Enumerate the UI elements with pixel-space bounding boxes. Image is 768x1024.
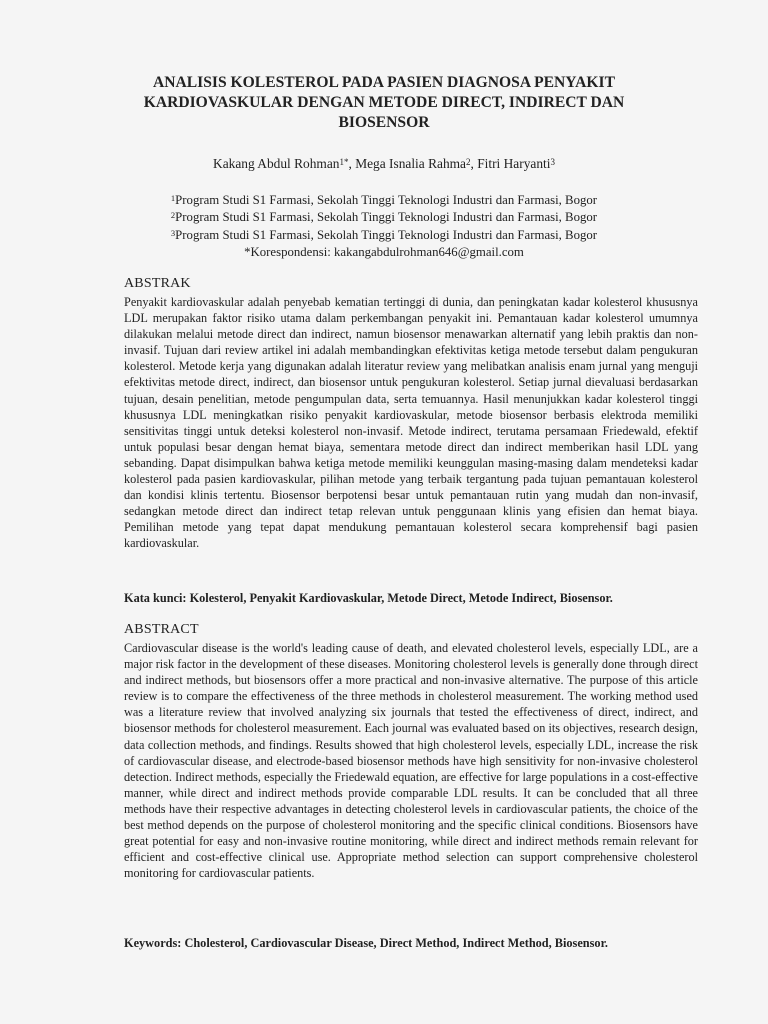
kata-kunci: Kata kunci: Kolesterol, Penyakit Kardiovaskular, Metode Direct, Metode Indirect, Biosensor. <box>124 591 613 605</box>
abstract-heading: ABSTRACT <box>124 622 199 637</box>
author-name: Mega Isnalia Rahma <box>355 156 466 171</box>
affiliation-mark: 3 <box>170 227 176 238</box>
affiliation-mark: 2 <box>170 210 176 221</box>
abstrak-body: Penyakit kardiovaskular adalah penyebab kematian tertinggi di dunia, dan peningkatan kadar kolesterol khususnya LDL merupakan faktor risiko utama dalam perkembangan penyakit ini. Pemantauan kadar kolesterol umumnya dilakukan melalui metode direct dan indirect, namun biosensor menawarkan alternatif yang lebih praktis dan non-invasif. Tujuan dari review artikel ini adalah membandingkan efektivitas ketiga metode tersebut dalam pengukuran kolesterol. Metode kerja yang digunakan adalah literatur review yang melibatkan analisis enam jurnal yang menguji efektivitas metode direct, indirect, dan biosensor untuk pengukuran kolesterol. Setiap jurnal dievaluasi berdasarkan tujuan, desain penelitian, metode pengumpulan data, serta temuannya. Hasil menunjukkan kadar kolesterol tinggi khususnya LDL meningkatkan risiko penyakit kardiovaskular, metode biosensor berbasis elektroda memiliki sensitivitas tinggi untuk deteksi kolesterol non-invasif. Metode indirect, terutama persamaan Friedewald, efektif untuk populasi besar dengan hemat biaya, sementara metode direct dan indirect memberikan hasil LDL yang sebanding. Dapat disimpulkan bahwa ketiga metode memiliki keunggulan masing-masing dalam mendeteksi kadar kolesterol pada pasien kardiovaskular, pilihan metode yang terbaik tergantung pada tujuan pemantauan kolesterol dan kondisi klinis tertentu. Biosensor berpotensi besar untuk pemantauan rutin yang mudah dan non-invasif, sedangkan metode direct dan indirect tetap relevan untuk penggunaan klinis yang efisien dan hemat biaya. Pemilihan metode yang tepat dapat mendukung pemantauan kolesterol secara komprehensif bagi pasien kardiovaskular. <box>124 295 698 551</box>
affiliation-line <box>0 209 768 226</box>
paper-title: ANALISIS KOLESTEROL PADA PASIEN DIAGNOSA PENYAKIT KARDIOVASKULAR DENGAN METODE DIRECT, INDIRECT DAN BIOSENSOR <box>143 74 625 131</box>
author-separator: , <box>348 156 356 171</box>
author-affiliation-mark: 3 <box>550 157 555 167</box>
affiliation-text: Program Studi S1 Farmasi, Sekolah Tinggi Teknologi Industri dan Farmasi, Bogor <box>175 193 598 207</box>
affiliation-text: Program Studi S1 Farmasi, Sekolah Tinggi Teknologi Industri dan Farmasi, Bogor <box>175 210 598 225</box>
correspondence-line: *Korespondensi: kakangabdulrohman646@gmail.com <box>244 245 524 260</box>
affiliation-line <box>0 192 768 209</box>
affiliation-mark: 1 <box>170 193 176 203</box>
author-list <box>0 155 768 173</box>
author-name: Kakang Abdul Rohman <box>213 156 340 171</box>
affiliation-block <box>0 192 768 262</box>
abstract-body: Cardiovascular disease is the world's leading cause of death, and elevated cholesterol levels, especially LDL, are a major risk factor in the development of these diseases. Monitoring cholesterol levels is generally done through direct and indirect methods, but biosensors offer a more practical and non-invasive alternative. The purpose of this article review is to compare the effectiveness of the three methods in cholesterol measurement. The working method used was a literature review that involved analyzing six journals that tested the effectiveness of direct, indirect, and biosensor methods for cholesterol measurement. Each journal was evaluated based on its objectives, research design, data collection methods, and findings. Results showed that high cholesterol levels, especially LDL, increase the risk of cardiovascular disease, and electrode-based biosensor methods have high sensitivity for non-invasive cholesterol detection. Indirect methods, especially the Friedewald equation, are effective for large populations in a cost-effective manner, while direct and indirect methods provide comparable LDL results. It can be concluded that all three methods have their respective advantages in detecting cholesterol levels in cardiovascular patients, the choice of the best method depends on the purpose of cholesterol monitoring and the specific clinical conditions. Biosensors have great potential for easy and non-invasive routine monitoring, while direct and indirect methods remain relevant for efficient and cost-effective clinical use. Appropriate method selection can support comprehensive cholesterol monitoring for cardiovascular patients. <box>124 641 698 881</box>
author-name: Fitri Haryanti <box>477 156 551 171</box>
author-separator: , <box>470 156 478 171</box>
author-affiliation-mark: 1* <box>339 157 349 167</box>
affiliation-text: Program Studi S1 Farmasi, Sekolah Tinggi Teknologi Industri dan Farmasi, Bogor <box>175 227 598 242</box>
keywords: Keywords: Cholesterol, Cardiovascular Disease, Direct Method, Indirect Method, Biosensor. <box>124 936 608 950</box>
affiliation-line <box>0 227 768 244</box>
author-affiliation-mark: 2 <box>466 157 471 167</box>
abstrak-heading: ABSTRAK <box>124 276 191 291</box>
